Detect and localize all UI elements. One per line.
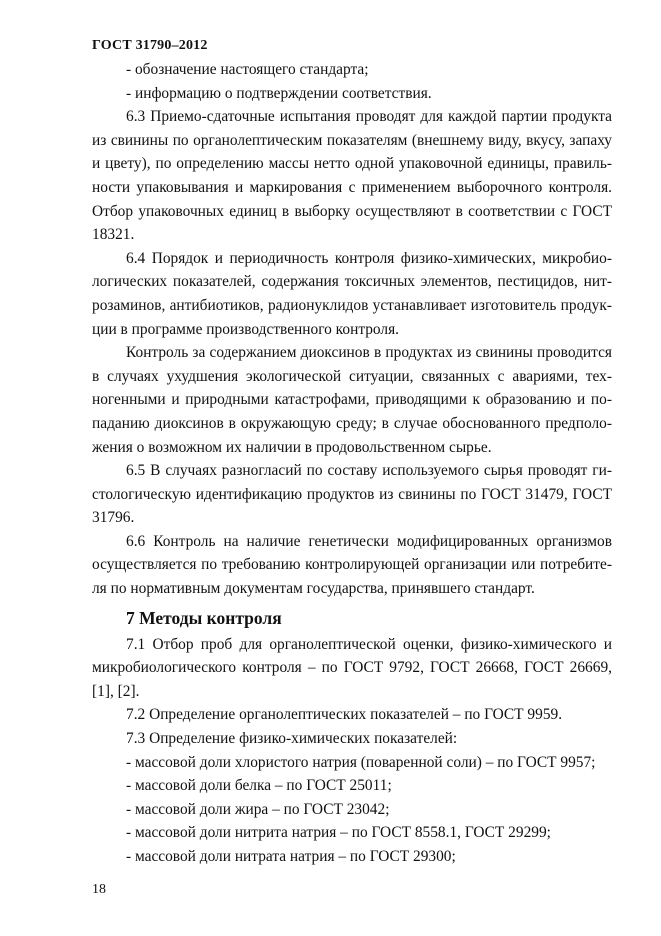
- list-item: - массовой доли хлористого натрия (поваренной соли) – по ГОСТ 9957;: [126, 753, 596, 771]
- paragraph-7-1: 7.1 Отбор проб для органолептической оценки, физико-химического и микробиологического контроля – по ГОСТ 9792, ГОСТ 26668, ГОСТ 26669, [1], [2].: [92, 635, 612, 700]
- paragraph-6-5: 6.5 В случаях разногласий по составу используемого сырья проводят гистологическую идентификацию продуктов из свинины по ГОСТ 31479, ГОСТ 31796.: [92, 462, 612, 527]
- page-body: [92, 58, 612, 869]
- paragraph-6-4: 6.4 Порядок и периодичность контроля физико-химических, микробиологических показателей, содержания токсичных элементов, пестицидов, нитрозаминов, антибиотиков, радионуклидов устанавливает изготовитель продукции в программе производственного контроля.: [92, 249, 612, 338]
- list-item: - массовой доли жира – по ГОСТ 23042;: [126, 800, 390, 818]
- list-item: - информацию о подтверждении соответствия.: [126, 84, 432, 102]
- paragraph-7-3: 7.3 Определение физико-химических показателей:: [126, 730, 458, 748]
- list-item: - массовой доли нитрита натрия – по ГОСТ 8558.1, ГОСТ 29299;: [126, 824, 551, 842]
- document-code-header: ГОСТ 31790–2012: [92, 38, 208, 53]
- paragraph-6-3: 6.3 Приемо-сдаточные испытания проводят для каждой партии продукта из свинины по органолептическим показателям (внешнему виду, вкусу, запаху и цвету), по определению массы нетто одной упаковочной единицы, правильности упаковывания и маркирования с применением выборочного контроля. Отбор упаковочных единиц в выборку осуществляют в соответствии с ГОСТ 18321.: [92, 108, 612, 244]
- paragraph-6-6: 6.6 Контроль на наличие генетически модифицированных организмов осуществляется по требованию контролирующей организации или потребителя по нормативным документам государства, принявшего стандарт.: [92, 532, 612, 598]
- list-item: - обозначение настоящего стандарта;: [126, 61, 369, 78]
- page-number: 18: [92, 882, 106, 897]
- paragraph-7-2: 7.2 Определение органолептических показателей – по ГОСТ 9959.: [126, 706, 563, 724]
- list-item: - массовой доли нитрата натрия – по ГОСТ 29300;: [126, 848, 456, 865]
- paragraph-dioxin-control: Контроль за содержанием диоксинов в продуктах из свинины проводится в случаях ухудшения экологической ситуации, связанных с авариями, техногенными и природными катастрофами, приводящими к образованию и попаданию диоксинов в окружающую среду; в случае обоснованного предположения о возможном их наличии в продовольственном сырье.: [92, 344, 612, 456]
- list-item: - массовой доли белка – по ГОСТ 25011;: [126, 777, 392, 795]
- section-7-heading: 7 Методы контроля: [126, 607, 282, 628]
